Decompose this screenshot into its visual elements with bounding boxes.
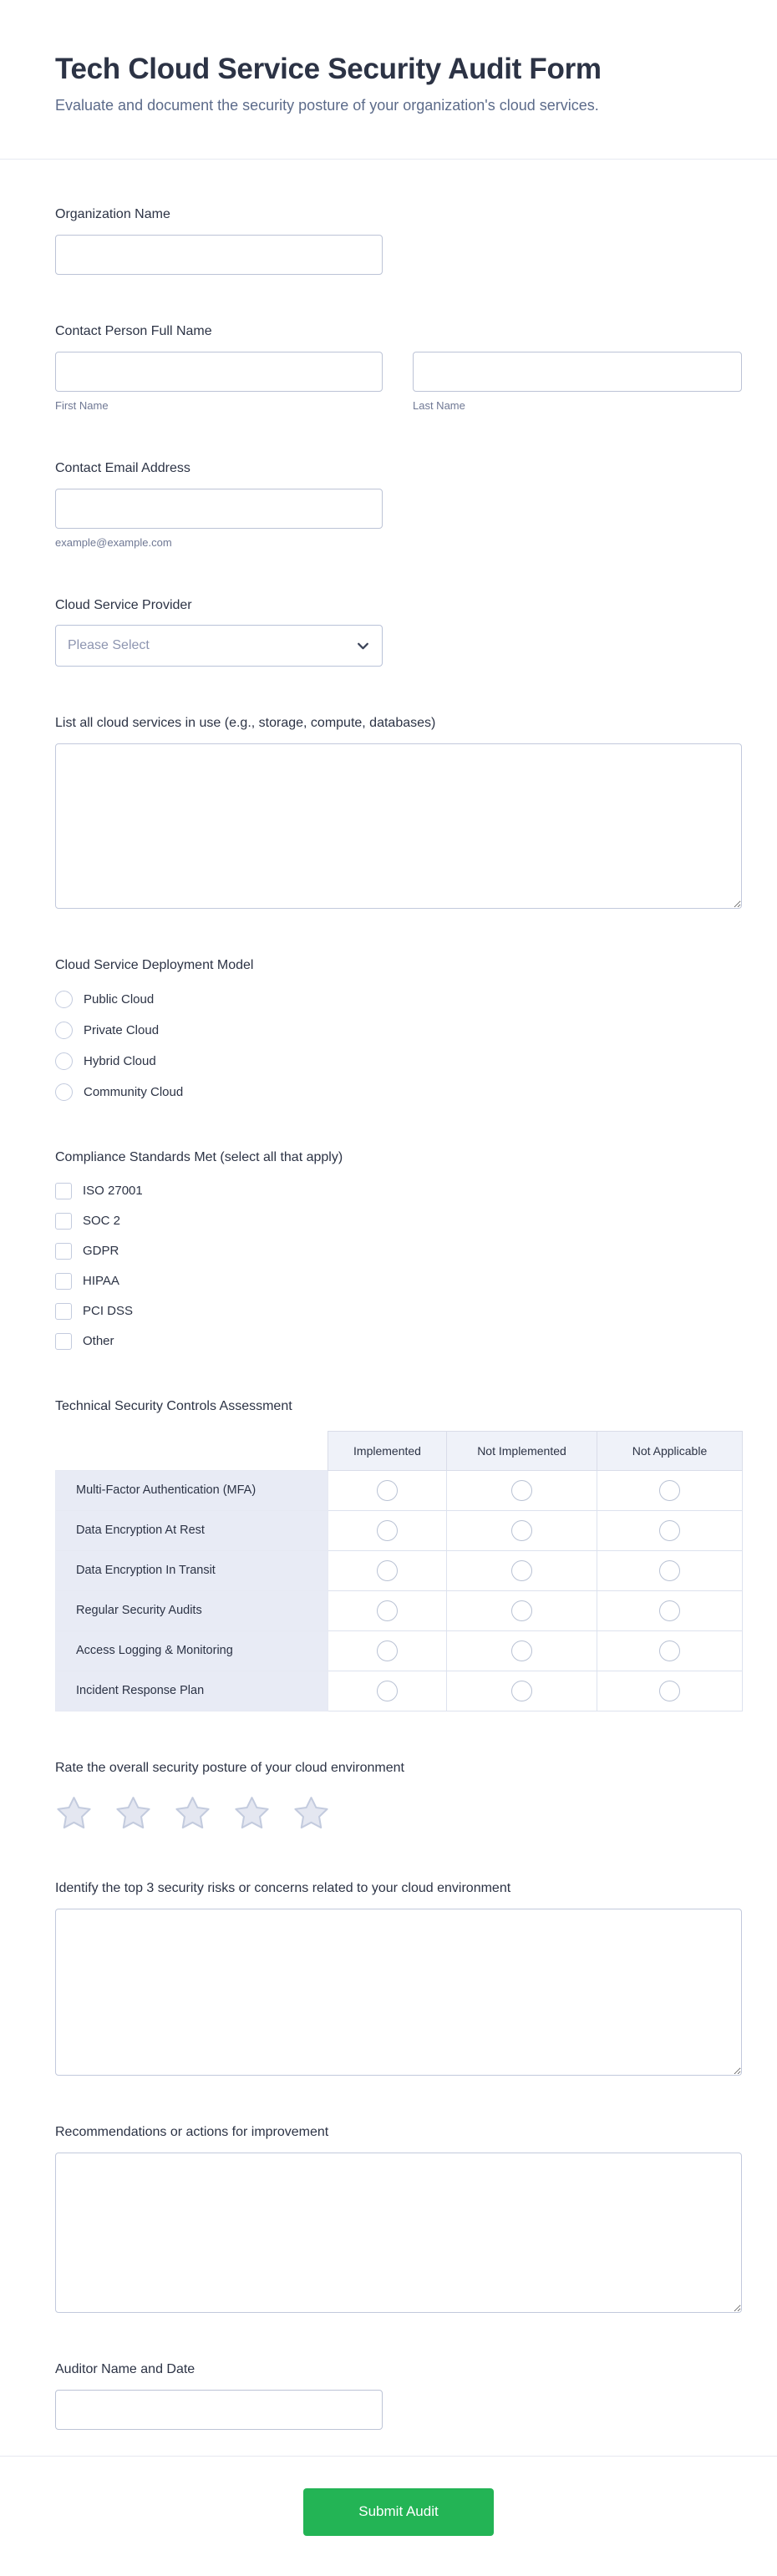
checkbox-option-soc2: [55, 1213, 742, 1230]
controls-matrix-table: [55, 1431, 743, 1711]
services-list-label: List all cloud services in use (e.g., storage, compute, databases): [55, 716, 436, 731]
recommendations-label: Recommendations or actions for improvement: [55, 2125, 329, 2140]
field-contact-person: [55, 323, 742, 412]
matrix-row-label-encryption-transit: Data Encryption In Transit: [56, 1550, 328, 1590]
auditor-name-input[interactable]: [55, 2390, 383, 2430]
radio-hybrid-cloud-label: Hybrid Cloud: [84, 1054, 156, 1069]
matrix-radio-r2-c0[interactable]: [377, 1560, 398, 1581]
field-organization-name: [55, 206, 742, 275]
field-security-rating: [55, 1760, 742, 1833]
radio-hybrid-cloud[interactable]: [55, 1052, 73, 1070]
checkbox-pcidss-label: PCI DSS: [83, 1304, 134, 1319]
table-row: [56, 1470, 743, 1510]
field-services-list: [55, 715, 742, 909]
radio-public-cloud[interactable]: [55, 991, 73, 1008]
last-name-sublabel: Last Name: [413, 398, 465, 412]
deployment-model-label: Cloud Service Deployment Model: [55, 958, 254, 973]
radio-option-public-cloud: [55, 991, 742, 1008]
table-row: [56, 1590, 743, 1630]
header-divider: [0, 159, 777, 160]
email-hint: example@example.com: [55, 535, 172, 549]
star-icon-1[interactable]: [55, 1795, 93, 1832]
star-icon-3[interactable]: [174, 1795, 211, 1832]
security-risks-textarea[interactable]: [55, 1909, 742, 2076]
checkbox-option-pcidss: [55, 1303, 742, 1320]
matrix-radio-r4-c1[interactable]: [511, 1640, 532, 1661]
matrix-radio-r4-c2[interactable]: [659, 1640, 680, 1661]
security-rating-label: Rate the overall security posture of your cloud environment: [55, 1760, 404, 1775]
matrix-radio-r5-c0[interactable]: [377, 1681, 398, 1701]
chevron-down-icon: [356, 639, 370, 653]
matrix-col-not-implemented: Not Implemented: [447, 1431, 597, 1470]
matrix-radio-r0-c0[interactable]: [377, 1480, 398, 1501]
submit-button[interactable]: Submit Audit: [303, 2488, 494, 2536]
checkbox-gdpr-label: GDPR: [83, 1244, 119, 1259]
matrix-radio-r0-c2[interactable]: [659, 1480, 680, 1501]
checkbox-pcidss[interactable]: [55, 1303, 72, 1320]
radio-community-cloud[interactable]: [55, 1083, 73, 1101]
checkbox-option-gdpr: [55, 1243, 742, 1260]
field-compliance-standards: [55, 1149, 742, 1350]
field-controls-assessment: [55, 1398, 742, 1711]
star-icon-2[interactable]: [114, 1795, 152, 1832]
provider-select[interactable]: [55, 625, 383, 667]
matrix-row-label-encryption-rest: Data Encryption At Rest: [56, 1510, 328, 1550]
checkbox-other[interactable]: [55, 1333, 72, 1350]
table-row: [56, 1510, 743, 1550]
field-cloud-provider: [55, 597, 742, 667]
radio-public-cloud-label: Public Cloud: [84, 992, 155, 1007]
matrix-radio-r2-c1[interactable]: [511, 1560, 532, 1581]
radio-option-community-cloud: [55, 1083, 742, 1101]
page-subtitle: Evaluate and document the security posture of your organization's cloud services.: [55, 97, 599, 114]
matrix-row-label-access-logging: Access Logging & Monitoring: [56, 1630, 328, 1671]
contact-person-label: Contact Person Full Name: [55, 324, 212, 339]
email-input[interactable]: [55, 489, 383, 529]
star-icon-5[interactable]: [292, 1795, 330, 1832]
radio-community-cloud-label: Community Cloud: [84, 1085, 184, 1100]
auditor-name-label: Auditor Name and Date: [55, 2362, 196, 2377]
checkbox-other-label: Other: [83, 1334, 114, 1349]
checkbox-soc2-label: SOC 2: [83, 1214, 121, 1229]
checkbox-iso27001-label: ISO 27001: [83, 1184, 143, 1199]
checkbox-hipaa[interactable]: [55, 1273, 72, 1290]
page-title: Tech Cloud Service Security Audit Form: [55, 53, 602, 85]
form-header: [0, 0, 777, 115]
first-name-sublabel: First Name: [55, 398, 109, 412]
matrix-row-label-incident-response: Incident Response Plan: [56, 1671, 328, 1711]
matrix-radio-r3-c2[interactable]: [659, 1600, 680, 1621]
field-security-risks: [55, 1880, 742, 2076]
checkbox-iso27001[interactable]: [55, 1183, 72, 1199]
form-body: [0, 206, 777, 2430]
matrix-radio-r3-c1[interactable]: [511, 1600, 532, 1621]
matrix-radio-r4-c0[interactable]: [377, 1640, 398, 1661]
radio-private-cloud[interactable]: [55, 1022, 73, 1039]
matrix-row-label-security-audits: Regular Security Audits: [56, 1590, 328, 1630]
matrix-radio-r2-c2[interactable]: [659, 1560, 680, 1581]
table-row: [56, 1630, 743, 1671]
checkbox-option-hipaa: [55, 1273, 742, 1290]
table-row: [56, 1671, 743, 1711]
radio-option-hybrid-cloud: [55, 1052, 742, 1070]
checkbox-option-iso27001: [55, 1183, 742, 1199]
field-recommendations: [55, 2124, 742, 2313]
controls-assessment-label: Technical Security Controls Assessment: [55, 1398, 292, 1413]
recommendations-textarea[interactable]: [55, 2153, 742, 2313]
services-list-textarea[interactable]: [55, 743, 742, 909]
matrix-radio-r5-c1[interactable]: [511, 1681, 532, 1701]
matrix-radio-r1-c2[interactable]: [659, 1520, 680, 1541]
matrix-corner-cell: [56, 1431, 328, 1470]
contact-email-label: Contact Email Address: [55, 460, 190, 475]
matrix-radio-r0-c1[interactable]: [511, 1480, 532, 1501]
provider-select-placeholder: Please Select: [68, 638, 150, 653]
matrix-row-label-mfa: Multi-Factor Authentication (MFA): [56, 1470, 328, 1510]
matrix-radio-r1-c1[interactable]: [511, 1520, 532, 1541]
first-name-input[interactable]: [55, 352, 383, 392]
matrix-radio-r5-c2[interactable]: [659, 1681, 680, 1701]
matrix-radio-r1-c0[interactable]: [377, 1520, 398, 1541]
radio-option-private-cloud: [55, 1022, 742, 1039]
table-row: [56, 1550, 743, 1590]
matrix-col-implemented: Implemented: [328, 1431, 447, 1470]
field-deployment-model: [55, 957, 742, 1101]
field-contact-email: [55, 460, 742, 549]
organization-name-label: Organization Name: [55, 207, 170, 222]
checkbox-option-other: [55, 1333, 742, 1350]
checkbox-gdpr[interactable]: [55, 1243, 72, 1260]
form-footer: [0, 2457, 777, 2576]
security-risks-label: Identify the top 3 security risks or concerns related to your cloud environment: [55, 1881, 511, 1896]
field-auditor-name: [55, 2361, 742, 2430]
matrix-radio-r3-c0[interactable]: [377, 1600, 398, 1621]
compliance-label: Compliance Standards Met (select all that apply): [55, 1150, 343, 1165]
organization-name-input[interactable]: [55, 235, 383, 275]
checkbox-hipaa-label: HIPAA: [83, 1274, 119, 1289]
cloud-provider-label: Cloud Service Provider: [55, 597, 192, 612]
checkbox-soc2[interactable]: [55, 1213, 72, 1230]
radio-private-cloud-label: Private Cloud: [84, 1023, 160, 1038]
star-icon-4[interactable]: [233, 1795, 271, 1832]
star-rating: [55, 1795, 742, 1832]
last-name-input[interactable]: [413, 352, 742, 392]
matrix-col-not-applicable: Not Applicable: [597, 1431, 743, 1470]
